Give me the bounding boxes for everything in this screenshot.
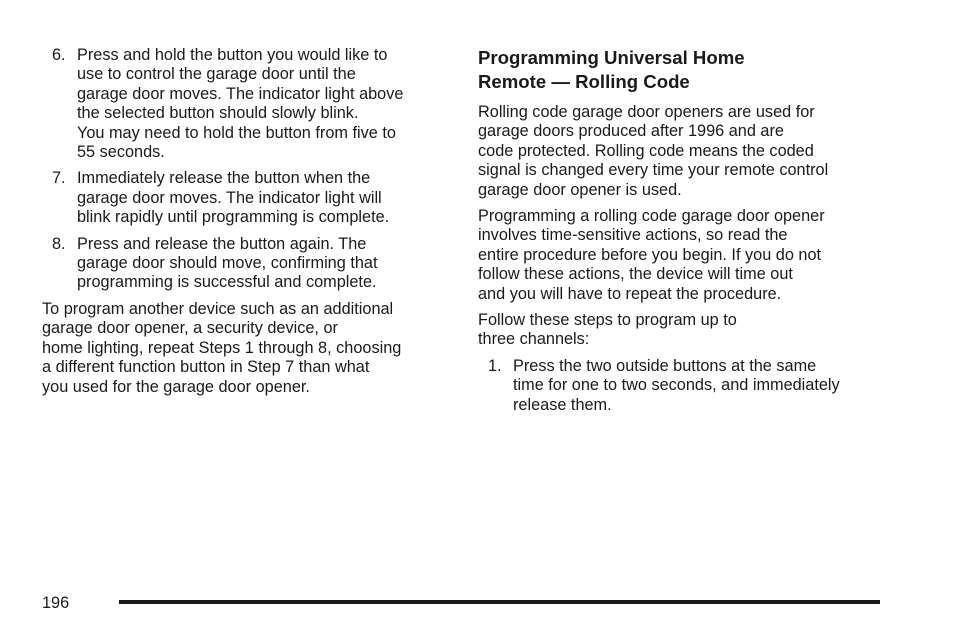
step-text-line: release them. — [513, 395, 612, 414]
step-text-line: Immediately release the button when the — [77, 169, 371, 188]
step-7 — [42, 169, 442, 227]
step-8 — [42, 235, 442, 293]
steps-intro-paragraph — [478, 311, 878, 350]
step-text-line: You may need to hold the button from five to — [77, 123, 396, 142]
section-heading — [478, 46, 878, 94]
paragraph-line: Follow these steps to program up to — [478, 311, 737, 330]
paragraph-line: and you will have to repeat the procedure. — [478, 284, 782, 303]
step-number: 6. — [52, 46, 66, 64]
paragraph-line: involves time-sensitive actions, so read the — [478, 226, 788, 245]
paragraph-line: follow these actions, the device will time out — [478, 265, 793, 284]
heading-line: Remote — Rolling Code — [478, 71, 690, 92]
step-text-line: blink rapidly until programming is complete. — [77, 208, 390, 227]
paragraph-line: garage doors produced after 1996 and are — [478, 122, 784, 141]
step-text-line: garage door moves. The indicator light above — [77, 84, 404, 103]
footer-rule — [119, 600, 880, 604]
step-number: 1. — [488, 356, 502, 375]
paragraph-line: entire procedure before you begin. If you do not — [478, 245, 822, 264]
paragraph-line: home lighting, repeat Steps 1 through 8, choosing — [42, 338, 402, 357]
paragraph-line: three channels: — [478, 330, 590, 349]
step-text-line: Press the two outside buttons at the same — [513, 356, 817, 375]
paragraph-line: Rolling code garage door openers are used for — [478, 103, 815, 121]
paragraph-line: signal is changed every time your remote control — [478, 161, 829, 180]
heading-line: Programming Universal Home — [478, 47, 745, 68]
additional-device-paragraph — [42, 300, 442, 397]
left-column — [42, 46, 442, 404]
step-text-line: garage door moves. The indicator light will — [77, 188, 382, 207]
rolling-code-intro-paragraph — [478, 103, 878, 200]
step-number: 8. — [52, 234, 66, 253]
step-text-line: time for one to two seconds, and immediately — [513, 376, 840, 395]
step-number: 7. — [52, 169, 66, 188]
step-text-line: garage door should move, confirming that — [77, 254, 378, 273]
paragraph-line: garage door opener, a security device, or — [42, 319, 338, 338]
page-number: 196 — [42, 594, 70, 612]
step-text-line: the selected button should slowly blink. — [77, 104, 359, 123]
step-text-line: programming is successful and complete. — [77, 273, 377, 292]
time-sensitive-paragraph — [478, 207, 878, 304]
step-text-line: Press and release the button again. The — [77, 234, 367, 253]
right-column — [478, 46, 878, 422]
step-6 — [42, 46, 442, 162]
paragraph-line: garage door opener is used. — [478, 180, 682, 199]
step-text-line: use to control the garage door until the — [77, 65, 356, 84]
paragraph-line: Programming a rolling code garage door opener — [478, 207, 825, 226]
paragraph-line: code protected. Rolling code means the coded — [478, 141, 814, 160]
step-text-line: Press and hold the button you would like to — [77, 46, 388, 64]
paragraph-line: a different function button in Step 7 than what — [42, 358, 370, 377]
paragraph-line: you used for the garage door opener. — [42, 377, 310, 396]
step-text-line: 55 seconds. — [77, 143, 165, 162]
paragraph-line: To program another device such as an additional — [42, 299, 394, 318]
step-1 — [478, 357, 878, 415]
